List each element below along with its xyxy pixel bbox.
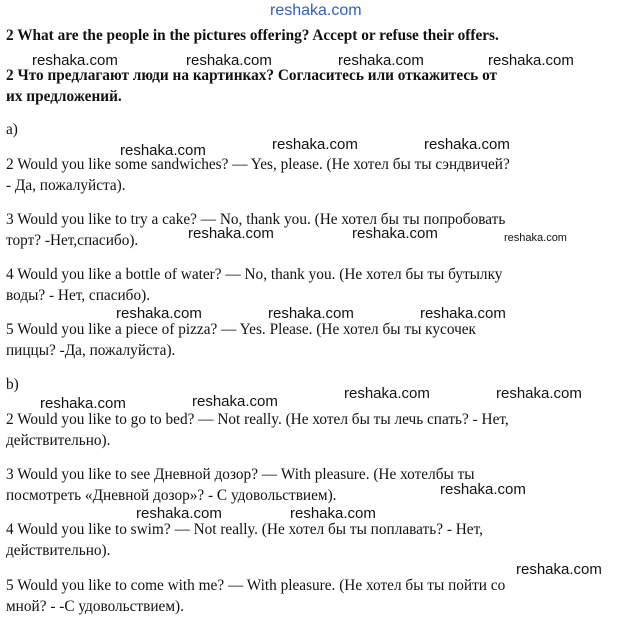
section-b-item-4-line1: 4 Would you like to swim? — Not really. (Не хотел бы ты поплавать? - Нет, [6,521,483,538]
watermark: reshaka.com [338,52,424,69]
section-b-item-2-line2: действительно). [6,432,111,449]
watermark: reshaka.com [192,393,278,410]
watermark: reshaka.com [272,136,358,153]
section-b-item-3-line1: 3 Would you like to see Дневной дозор? — With pleasure. (Не хотелбы ты [6,466,475,483]
section-a-item-3-line2: торт? -Нет,спасибо). [6,232,139,249]
exercise-heading-ru-line1: 2 Что предлагают люди на картинках? Согласитесь или откажитесь от [6,67,498,84]
section-b-label: b) [6,376,19,393]
section-b-item-4-line2: действительно). [6,542,111,559]
watermark: reshaka.com [186,52,272,69]
watermark: reshaka.com [496,385,582,402]
exercise-heading-en: 2 What are the people in the pictures offering? Accept or refuse their offers. [6,27,499,44]
watermark: reshaka.com [420,305,506,322]
section-b-item-2-line1: 2 Would you like to go to bed? — Not really. (Не хотел бы ты лечь спать? - Нет, [6,411,509,428]
watermark: reshaka.com [120,142,206,159]
section-b-item-5-line1: 5 Would you like to come with me? — With pleasure. (Не хотел бы ты пойти со [6,577,506,594]
section-b-item-3-line2: посмотреть «Дневной дозор»? - С удовольствием). [6,487,337,504]
section-b-item-5-line2: мной? - -С удовольствием). [6,598,184,615]
section-a-label: a) [6,121,18,138]
watermark: reshaka.com [424,136,510,153]
exercise-heading-ru-line2: их предложений. [6,88,122,105]
watermark: reshaka.com [440,481,526,498]
watermark: reshaka.com [136,505,222,522]
watermark: reshaka.com [116,305,202,322]
watermark: reshaka.com [352,225,438,242]
watermark: reshaka.com [32,52,118,69]
watermark: reshaka.com [40,395,126,412]
section-a-item-2-line1: 2 Would you like some sandwiches? — Yes, please. (Не хотел бы ты сэндвичей? [6,156,510,173]
watermark: reshaka.com [290,505,376,522]
section-a-item-2-line2: - Да, пожалуйста). [6,177,126,194]
watermark: reshaka.com [188,225,274,242]
watermark: reshaka.com [516,561,602,578]
watermark: reshaka.com [344,385,430,402]
section-a-item-4-line1: 4 Would you like a bottle of water? — No, thank you. (Не хотел бы ты бутылку [6,266,503,283]
watermark: reshaka.com [268,305,354,322]
section-a-item-3-line1: 3 Would you like to try a cake? — No, thank you. (Не хотел бы ты попробовать [6,211,506,228]
top-watermark[interactable]: reshaka.com [270,2,362,19]
section-a-item-4-line2: воды? - Нет, спасибо). [6,287,151,304]
watermark: reshaka.com [488,52,574,69]
section-a-item-5-line2: пиццы? -Да, пожалуйста). [6,342,176,359]
section-a-item-5-line1: 5 Would you like a piece of pizza? — Yes. Please. (Не хотел бы ты кусочек [6,321,476,338]
watermark: reshaka.com [504,232,567,244]
